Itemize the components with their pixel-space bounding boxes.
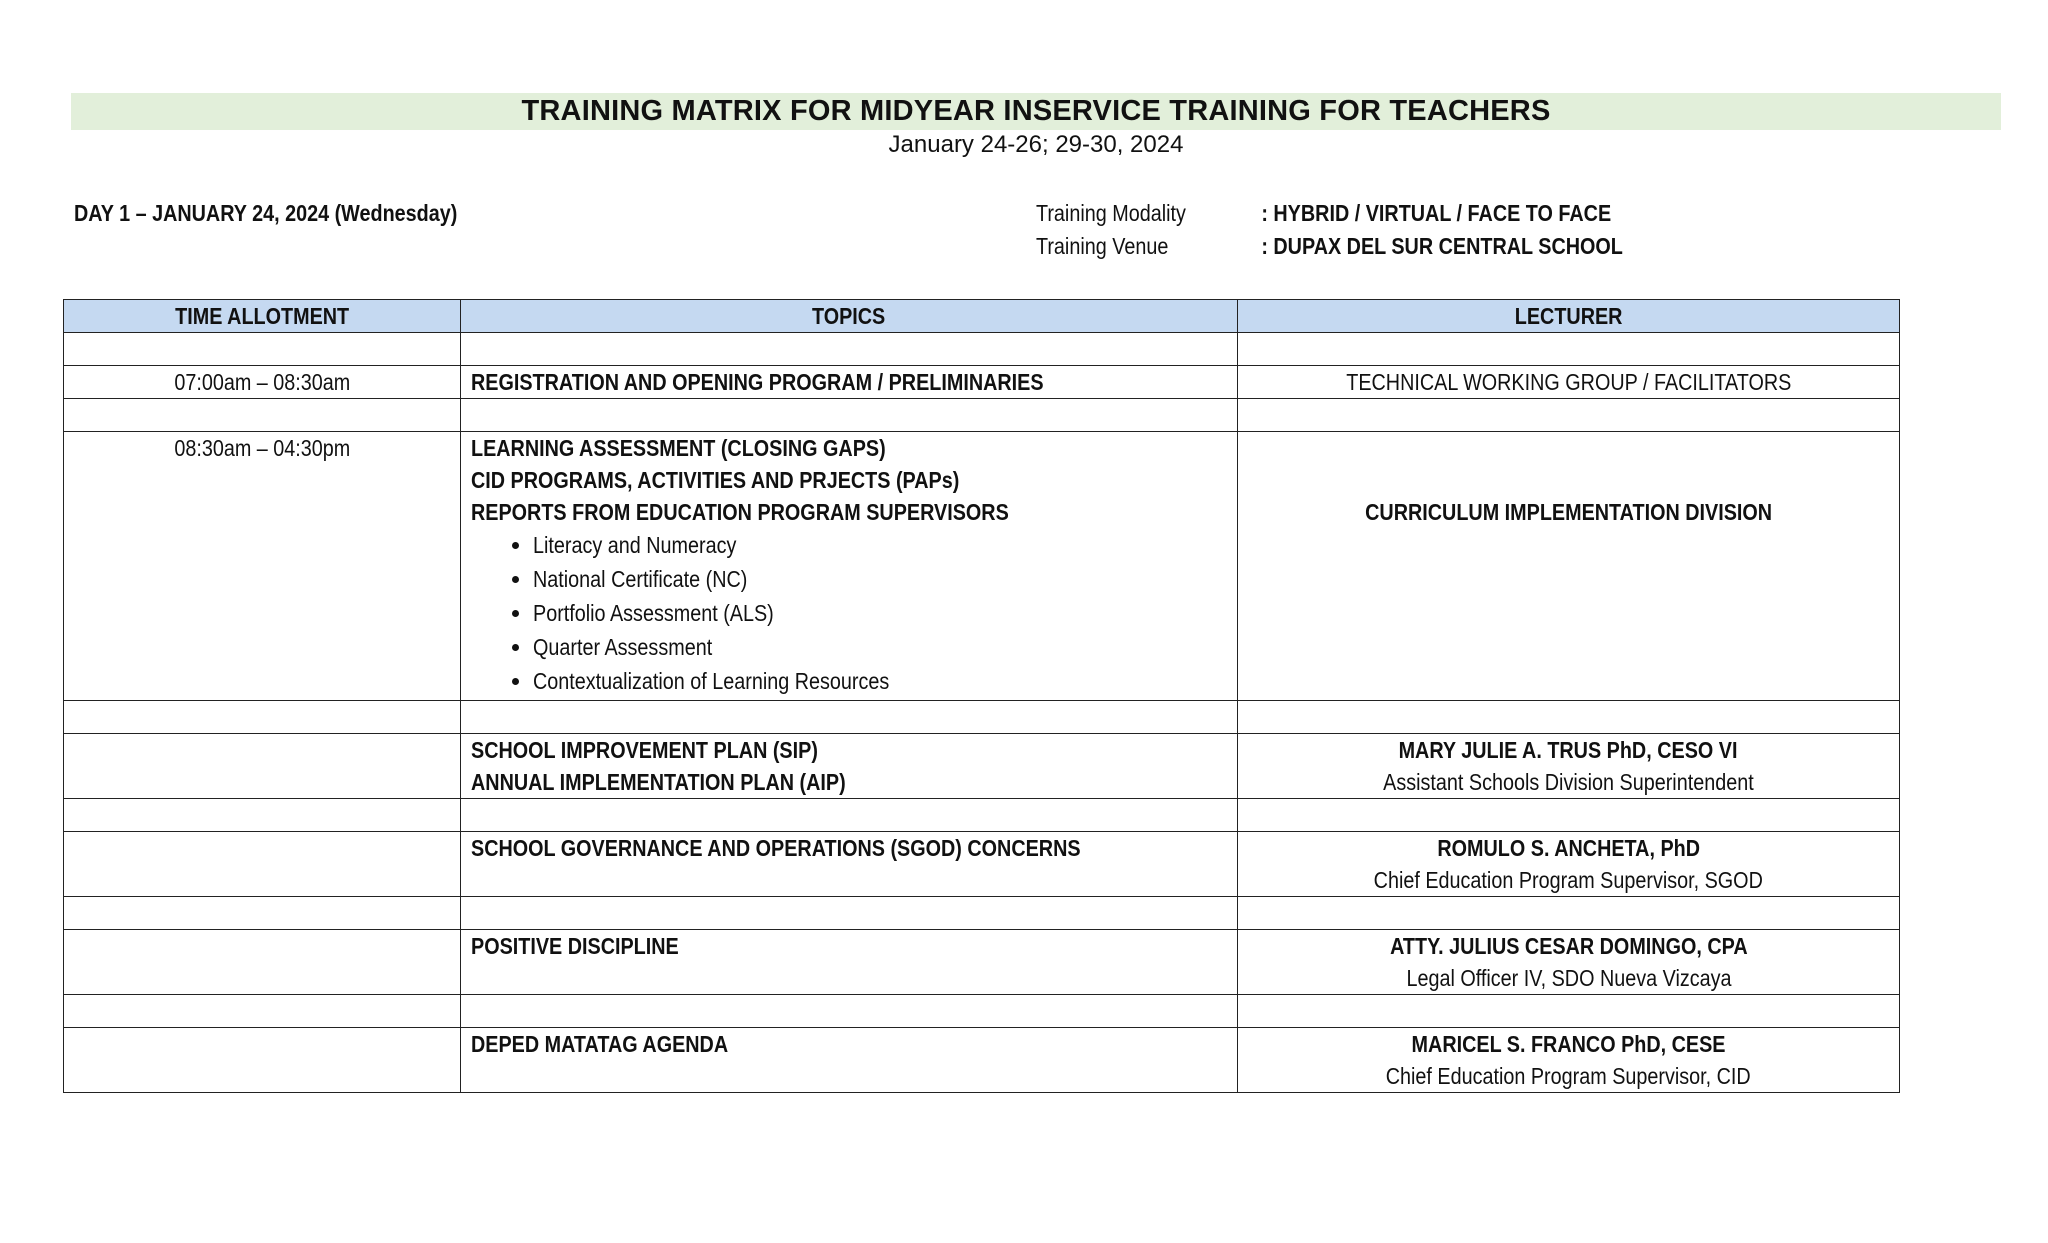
lecturer-name: MARY JULIE A. TRUS PhD, CESO VI xyxy=(1399,737,1738,763)
list-item: • Literacy and Numeracy xyxy=(533,528,1227,562)
time-cell xyxy=(64,930,461,995)
lecturer-cell: CURRICULUM IMPLEMENTATION DIVISION xyxy=(1238,432,1900,701)
venue-label: Training Venue xyxy=(1036,233,1169,259)
lecturer-name: ATTY. JULIUS CESAR DOMINGO, CPA xyxy=(1389,933,1748,959)
lecturer-cell xyxy=(1238,1028,1900,1093)
list-item: • Portfolio Assessment (ALS) xyxy=(533,596,1227,630)
spacer-row xyxy=(64,333,1900,366)
modality-line xyxy=(1036,200,1611,227)
time-cell xyxy=(64,1028,461,1093)
spacer-row xyxy=(64,799,1900,832)
column-header-topics: TOPICS xyxy=(461,300,1238,333)
page-title: TRAINING MATRIX FOR MIDYEAR INSERVICE TRAINING FOR TEACHERS xyxy=(521,95,1551,127)
lecturer-title: Chief Education Program Supervisor, SGOD xyxy=(1373,867,1764,893)
topic-cell: SCHOOL GOVERNANCE AND OPERATIONS (SGOD) CONCERNS xyxy=(461,832,1238,897)
time-cell xyxy=(64,832,461,897)
list-item: • Contextualization of Learning Resources xyxy=(533,664,1227,698)
lecturer-name: MARICEL S. FRANCO PhD, CESE xyxy=(1411,1031,1726,1057)
spacer-row xyxy=(64,897,1900,930)
lecturer-cell xyxy=(1238,930,1900,995)
modality-value: : HYBRID / VIRTUAL / FACE TO FACE xyxy=(1261,200,1612,226)
topic-line: LEARNING ASSESSMENT (CLOSING GAPS) xyxy=(471,435,886,461)
table-row xyxy=(64,930,1900,995)
table-row xyxy=(64,1028,1900,1093)
table-row xyxy=(64,366,1900,399)
lecturer-cell: TECHNICAL WORKING GROUP / FACILITATORS xyxy=(1238,366,1900,399)
topic-cell xyxy=(461,734,1238,799)
training-dates: January 24-26; 29-30, 2024 xyxy=(888,131,1184,158)
table-header-row xyxy=(64,300,1900,333)
list-item: • National Certificate (NC) xyxy=(533,562,1227,596)
topic-line: ANNUAL IMPLEMENTATION PLAN (AIP) xyxy=(471,769,846,795)
list-item: • Quarter Assessment xyxy=(533,630,1227,664)
topic-cell: POSITIVE DISCIPLINE xyxy=(461,930,1238,995)
lecturer-name: ROMULO S. ANCHETA, PhD xyxy=(1437,835,1700,861)
lecturer-title: Assistant Schools Division Superintendent xyxy=(1383,769,1754,795)
lecturer-title: Chief Education Program Supervisor, CID xyxy=(1385,1063,1751,1089)
lecturer-cell xyxy=(1238,734,1900,799)
bullet-list xyxy=(471,528,1227,698)
time-cell: 07:00am – 08:30am xyxy=(64,366,461,399)
topic-cell xyxy=(461,432,1238,701)
lecturer-cell xyxy=(1238,832,1900,897)
topic-line: SCHOOL IMPROVEMENT PLAN (SIP) xyxy=(471,737,818,763)
venue-value: : DUPAX DEL SUR CENTRAL SCHOOL xyxy=(1261,233,1623,259)
lecturer-title: Legal Officer IV, SDO Nueva Vizcaya xyxy=(1405,965,1732,991)
topic-cell: DEPED MATATAG AGENDA xyxy=(461,1028,1238,1093)
spacer-row xyxy=(64,399,1900,432)
modality-label: Training Modality xyxy=(1036,200,1186,226)
time-cell: 08:30am – 04:30pm xyxy=(64,432,461,701)
day-label: DAY 1 – JANUARY 24, 2024 (Wednesday) xyxy=(74,200,458,226)
venue-line xyxy=(1036,233,1623,260)
table-row xyxy=(64,734,1900,799)
topic-cell: REGISTRATION AND OPENING PROGRAM / PRELIMINARIES xyxy=(461,366,1238,399)
spacer-row xyxy=(64,701,1900,734)
column-header-time: TIME ALLOTMENT xyxy=(64,300,461,333)
table-row xyxy=(64,432,1900,701)
training-matrix-table xyxy=(63,299,1900,1093)
time-cell xyxy=(64,734,461,799)
column-header-lecturer: LECTURER xyxy=(1238,300,1900,333)
topic-line: REPORTS FROM EDUCATION PROGRAM SUPERVISORS xyxy=(471,499,1009,525)
spacer-row xyxy=(64,995,1900,1028)
topic-line: CID PROGRAMS, ACTIVITIES AND PRJECTS (PAPs) xyxy=(471,467,960,493)
table-row xyxy=(64,832,1900,897)
